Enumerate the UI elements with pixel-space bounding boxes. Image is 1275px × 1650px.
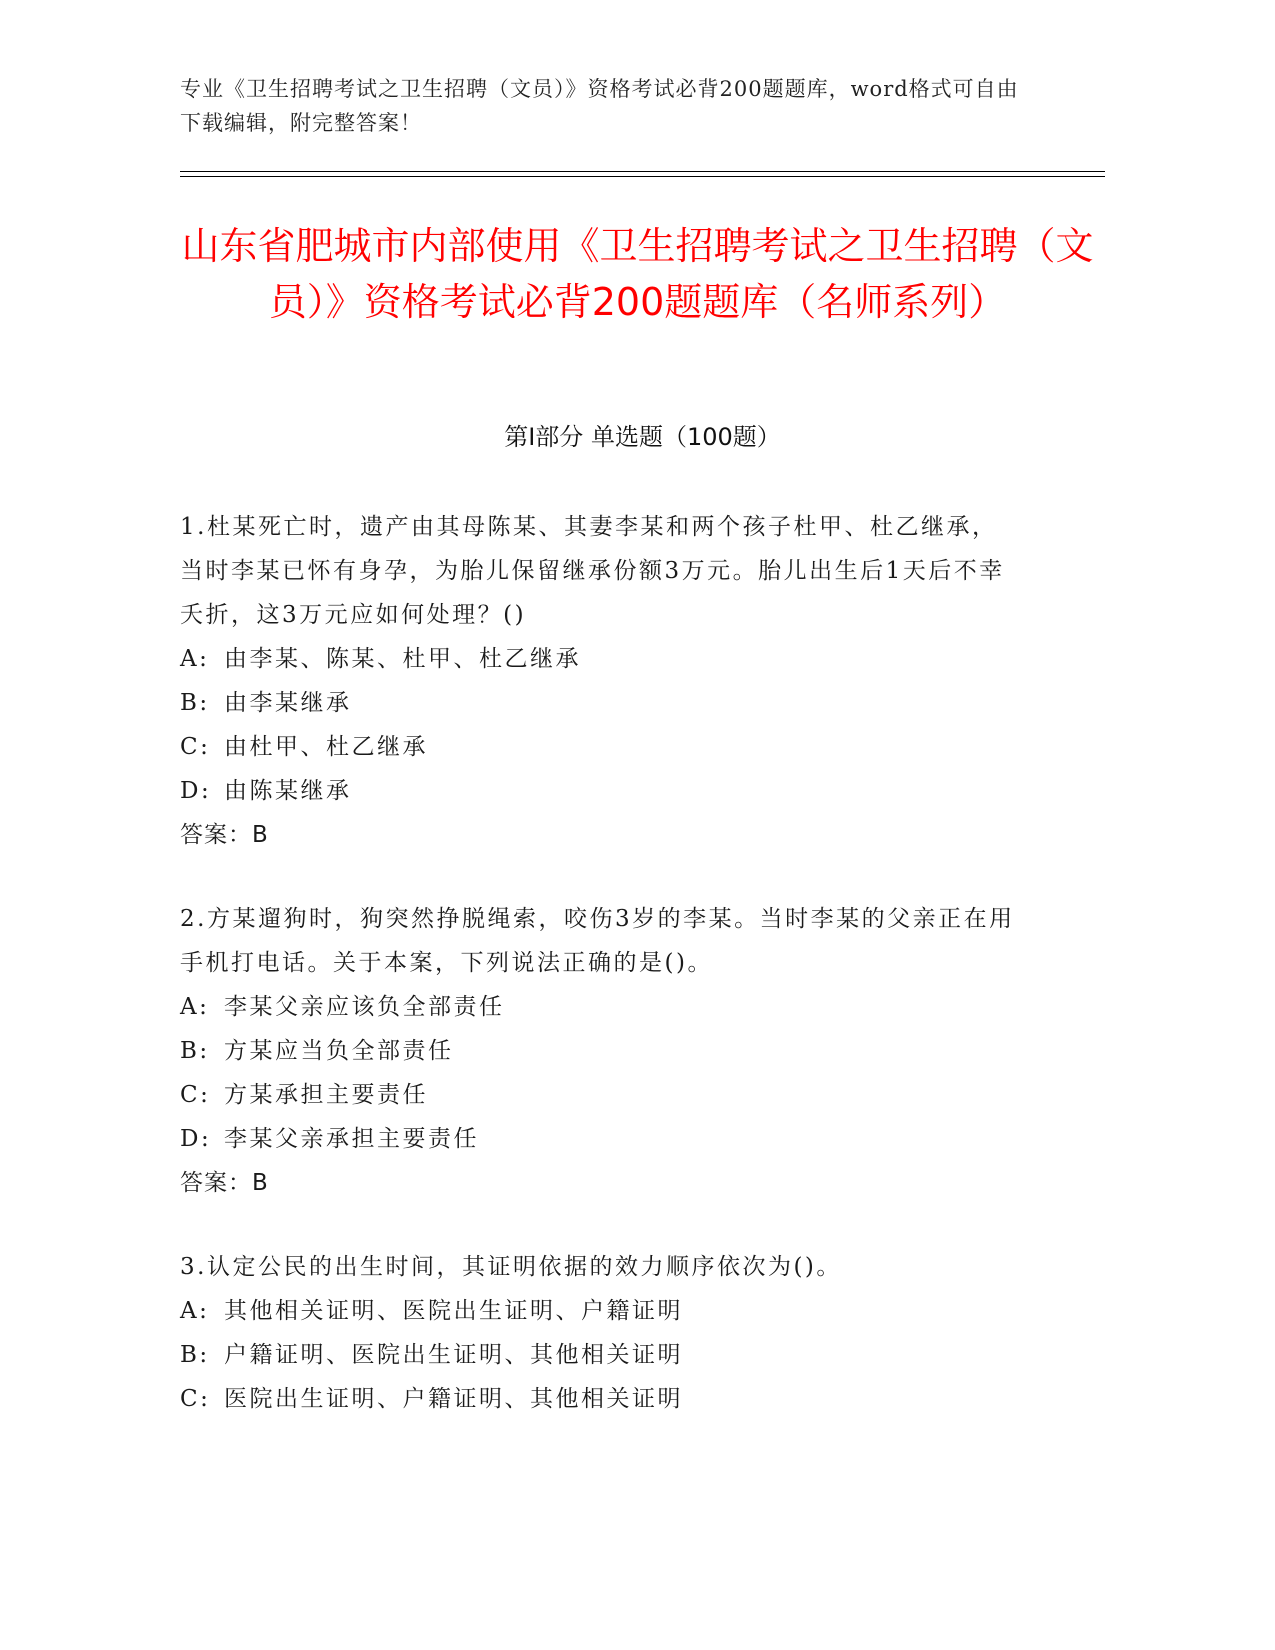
answer-line: 答案：B (180, 822, 269, 848)
header-divider-top (180, 171, 1105, 172)
option-d (180, 769, 1020, 813)
option-key: C: (180, 1386, 211, 1412)
option-key: D: (180, 1126, 212, 1152)
option-key: C: (180, 734, 211, 760)
option-text: 由杜甲、杜乙继承 (224, 734, 428, 760)
option-text: 方某应当负全部责任 (224, 1038, 454, 1064)
question-stem: 2.方某遛狗时，狗突然挣脱绳索，咬伤3岁的李某。当时李某的父亲正在用手机打电话。关于本案，下列说法正确的是()。 (180, 906, 1015, 976)
question-1 (180, 505, 1020, 857)
option-text: 医院出生证明、户籍证明、其他相关证明 (224, 1386, 683, 1412)
answer-line: 答案：B (180, 1170, 269, 1196)
option-key: A: (180, 646, 210, 672)
option-c (180, 1377, 1020, 1421)
question-stem: 3.认定公民的出生时间，其证明依据的效力顺序依次为()。 (180, 1254, 842, 1280)
option-key: A: (180, 1298, 210, 1324)
option-b (180, 1333, 1020, 1377)
option-key: B: (180, 1342, 210, 1368)
option-d (180, 1117, 1020, 1161)
option-b (180, 1029, 1020, 1073)
option-key: C: (180, 1082, 211, 1108)
option-text: 由李某继承 (224, 690, 352, 716)
option-a (180, 637, 1020, 681)
option-a (180, 985, 1020, 1029)
option-text: 李某父亲应该负全部责任 (224, 994, 505, 1020)
option-key: A: (180, 994, 210, 1020)
option-c (180, 1073, 1020, 1117)
question-list (180, 505, 1020, 1461)
header-divider-bottom (180, 176, 1105, 177)
option-text: 由李某、陈某、杜甲、杜乙继承 (224, 646, 581, 672)
option-key: B: (180, 1038, 210, 1064)
header-note: 专业《卫生招聘考试之卫生招聘（文员）》资格考试必背200题题库，word格式可自由下载编辑，附完整答案！ (180, 77, 1019, 135)
option-text: 方某承担主要责任 (224, 1082, 428, 1108)
option-c (180, 725, 1020, 769)
option-key: B: (180, 690, 210, 716)
question-2 (180, 897, 1020, 1205)
option-text: 其他相关证明、医院出生证明、户籍证明 (224, 1298, 683, 1324)
document-title: 山东省肥城市内部使用《卫生招聘考试之卫生招聘（文员）》资格考试必背200题题库（名师系列） (181, 224, 1094, 324)
option-b (180, 681, 1020, 725)
option-text: 李某父亲承担主要责任 (224, 1126, 479, 1152)
option-text: 由陈某继承 (224, 778, 352, 804)
option-a (180, 1289, 1020, 1333)
question-stem: 1.杜某死亡时，遗产由其母陈某、其妻李某和两个孩子杜甲、杜乙继承，当时李某已怀有身孕，为胎儿保留继承份额3万元。胎儿出生后1天后不幸夭折，这3万元应如何处理？() (180, 514, 1005, 628)
question-3 (180, 1245, 1020, 1421)
option-key: D: (180, 778, 212, 804)
option-text: 户籍证明、医院出生证明、其他相关证明 (224, 1342, 683, 1368)
section-title: 第Ⅰ部分 单选题（100题） (504, 423, 781, 451)
